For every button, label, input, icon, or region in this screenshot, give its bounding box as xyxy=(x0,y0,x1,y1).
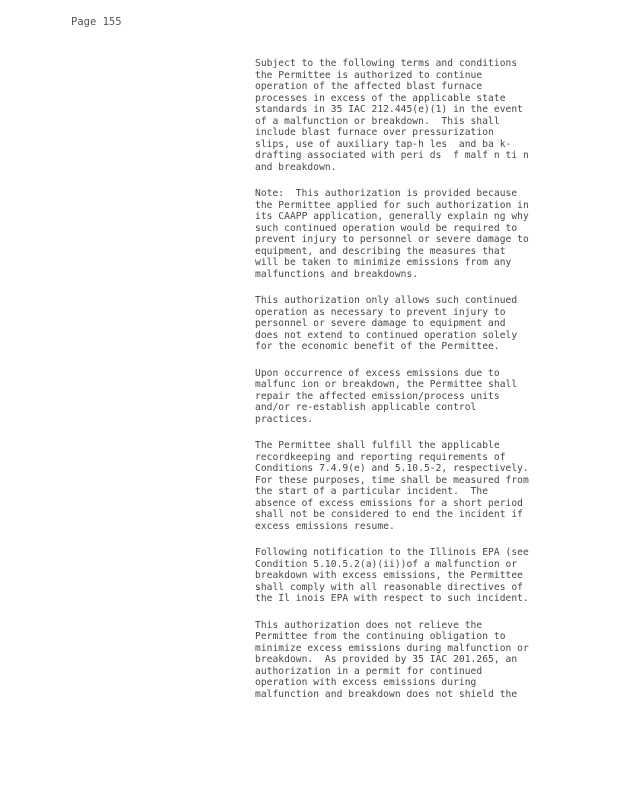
text-line: such continued operation would be required to xyxy=(255,222,518,234)
text-line: malfunc ion or breakdown, the Permittee shall xyxy=(255,379,518,390)
text-line: malfunction and breakdown does not shield the xyxy=(255,688,518,700)
text-line: The Permittee shall fulfill the applicable xyxy=(255,440,500,451)
text-line: the Il inois EPA with respect to such incident. xyxy=(255,593,529,604)
text-line: excess emissions resume. xyxy=(255,520,395,532)
text-line: breakdown. As provided by 35 IAC 201.265, an xyxy=(255,654,518,665)
text-line: operation with excess emissions during xyxy=(255,677,477,688)
text-line: Note: This authorization is provided because xyxy=(255,188,518,199)
text-line: include blast furnace over pressurization xyxy=(255,127,494,138)
text-line: of a malfunction or breakdown. This shall xyxy=(255,115,500,127)
paragraph-continuing-obligation xyxy=(255,620,555,701)
paragraph-recordkeeping xyxy=(255,440,555,532)
text-line: For these purposes, time shall be measured from xyxy=(255,474,529,486)
text-line: shall not be considered to end the incident if xyxy=(255,509,523,520)
text-line: the Permittee is authorized to continue xyxy=(255,69,483,81)
text-line: slips, use of auxiliary tap-h les and ba k- xyxy=(255,138,512,150)
text-line: its CAAPP application, generally explain ng why xyxy=(255,211,529,222)
text-line: absence of excess emissions for a short period xyxy=(255,497,523,509)
text-line: This authorization does not relieve the xyxy=(255,619,483,631)
text-line: personnel or severe damage to equipment and xyxy=(255,318,506,329)
text-line: Condition 5.10.5.2(a)(ii))of a malfunction or xyxy=(255,558,518,570)
text-line: Permittee from the continuing obligation to xyxy=(255,631,506,642)
text-line: prevent injury to personnel or severe damage to xyxy=(255,234,529,245)
text-line: Conditions 7.4.9(e) and 5.10.5-2, respectively. xyxy=(255,463,529,474)
text-line: Subject to the following terms and conditions xyxy=(255,58,518,69)
text-line: the Permittee applied for such authorization in xyxy=(255,199,529,211)
text-line: drafting associated with peri ds f malf n ti n xyxy=(255,150,529,161)
text-line: for the economic benefit of the Permittee. xyxy=(255,341,500,352)
text-line: processes in excess of the applicable state xyxy=(255,92,506,104)
text-line: shall comply with all reasonable directives of xyxy=(255,581,523,593)
text-line: the start of a particular incident. The xyxy=(255,486,489,497)
text-line: authorization in a permit for continued xyxy=(255,665,483,677)
text-line: operation of the affected blast furnace xyxy=(255,81,483,92)
text-line: will be taken to minimize emissions from any xyxy=(255,257,512,268)
text-line: practices. xyxy=(255,413,314,425)
text-line: Following notification to the Illinois EPA (see xyxy=(255,547,529,558)
text-line: operation as necessary to prevent injury to xyxy=(255,306,506,318)
document-body xyxy=(255,58,555,715)
paragraph-malfunction-authorization xyxy=(255,58,555,173)
text-line: standards in 35 IAC 212.445(e)(1) in the event xyxy=(255,104,523,115)
text-line: repair the affected emission/process units xyxy=(255,390,500,402)
text-line: and breakdown. xyxy=(255,161,337,173)
paragraph-scope-limitation xyxy=(255,295,555,353)
text-line: This authorization only allows such continued xyxy=(255,295,518,306)
text-line: breakdown with excess emissions, the Permittee xyxy=(255,570,523,581)
text-line: Upon occurrence of excess emissions due to xyxy=(255,367,500,379)
text-line: equipment, and describing the measures that xyxy=(255,245,506,257)
paragraph-repair-requirement xyxy=(255,368,555,426)
paragraph-note xyxy=(255,188,555,280)
text-line: malfunctions and breakdowns. xyxy=(255,268,419,280)
text-line: minimize excess emissions during malfunction or xyxy=(255,642,529,654)
paragraph-notification xyxy=(255,547,555,605)
text-line: and/or re-establish applicable control xyxy=(255,402,477,413)
text-line: does not extend to continued operation solely xyxy=(255,329,518,341)
page-number: Page 155 xyxy=(71,16,122,28)
text-line: recordkeeping and reporting requirements of xyxy=(255,451,506,463)
